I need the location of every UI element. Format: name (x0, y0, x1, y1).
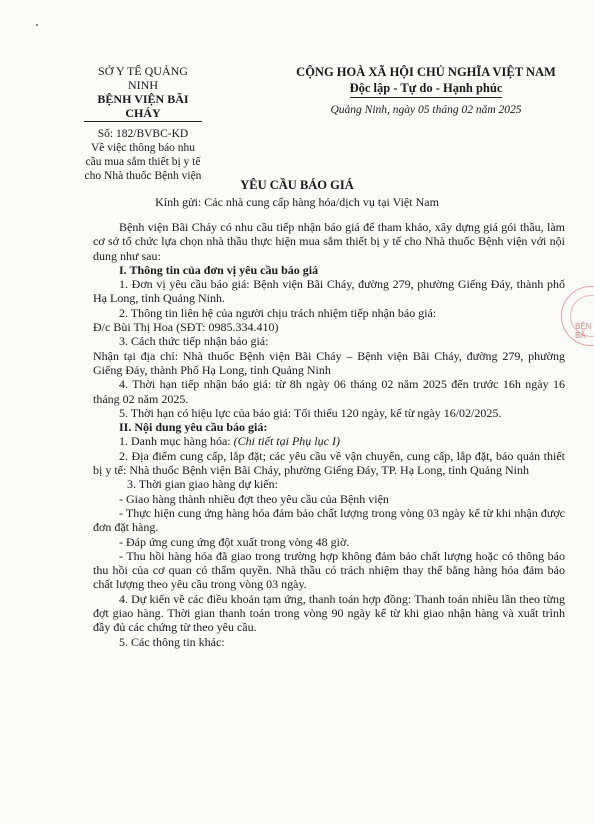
delivery-bullet-4: - Thu hồi hàng hóa đã giao trong trường hợp không đảm bảo chất lượng hoặc có thông báo thu hồi của cơ quan có thẩm quyền. Nhà thầu có trách nhiệm thay thế bằng hàng hóa đảm bảo chất lượng theo yêu cầu trong vòng 03 ngày. (93, 548, 565, 592)
national-header (278, 64, 574, 118)
section-1-item-2: 2. Thông tin liên hệ của người chịu trách nhiệm tiếp nhận báo giá: (119, 305, 437, 320)
contact-person: Đ/c Bùi Thị Hoa (SĐT: 0985.334.410) (93, 320, 279, 335)
document-number: Số: 182/BVBC-KD (97, 128, 189, 140)
seal-stamp-text: BỆN BÃ (575, 322, 592, 340)
scan-speck (36, 24, 38, 26)
national-motto: Độc lập - Tự do - Hạnh phúc (350, 80, 503, 98)
intro-paragraph: Bệnh viện Bãi Cháy có nhu cầu tiếp nhận báo giá để tham khảo, xây dựng giá gói thầu, làm cơ sở tổ chức lựa chọn nhà thầu thực hiện mua sắm thiết bị y tế cho Nhà thuốc Bệnh viện với nội dung như sau: (93, 220, 565, 263)
section-1-item-4: 4. Thời hạn tiếp nhận báo giá: từ 8h ngày 06 tháng 02 năm 2025 đến trước 16h ngày 16 tháng 02 năm 2025. (93, 377, 565, 406)
section-1-item-3: 3. Cách thức tiếp nhận báo giá: (119, 334, 269, 349)
section-1-item-1: 1. Đơn vị yêu cầu báo giá: Bệnh viện Bãi Cháy, đường 279, phường Giếng Đáy, thành phố Hạ Long, tỉnh Quảng Ninh. (93, 277, 565, 306)
issuer-block (84, 64, 202, 183)
nation-title: CỘNG HOÀ XÃ HỘI CHỦ NGHĨA VIỆT NAM (296, 65, 556, 79)
parent-org: SỞ Y TẾ QUẢNG NINH (98, 64, 188, 92)
section-2-item-4: 4. Dự kiến về các điều khoản tạm ứng, thanh toán hợp đồng: Thanh toán nhiều lần theo từng đợt giao hàng. Thời gian thanh toán trong vòng 90 ngày kể từ khi giao nhận hàng và xuất trình đầy đủ các chứng từ theo yêu cầu. (93, 591, 565, 635)
section-2-item-2: 2. Địa điểm cung cấp, lắp đặt; các yêu cầu về vận chuyển, cung cấp, lắp đặt, bảo quản thiết bị y tế: Nhà thuốc Bệnh viện Bãi Cháy, phường Giếng Đáy, TP. Hạ Long, tỉnh Quảng Ninh (93, 448, 565, 478)
issue-date: Quảng Ninh, ngày 05 tháng 02 năm 2025 (330, 104, 522, 116)
issuing-org: BỆNH VIỆN BÃI CHÁY (84, 92, 202, 122)
section-2-item-5: 5. Các thông tin khác: (119, 634, 225, 649)
delivery-bullet-2: - Thực hiện cung ứng hàng hóa đảm bảo chất lượng trong vòng 03 ngày kể từ khi nhận được đơn đặt hàng. (93, 505, 565, 535)
section-2-heading: II. Nội dung yêu cầu báo giá: (119, 420, 268, 435)
section-2-item-3: 3. Thời gian giao hàng dự kiến: (127, 477, 278, 492)
section-1-item-5: 5. Thời hạn có hiệu lực của báo giá: Tối thiểu 120 ngày, kể từ ngày 16/02/2025. (119, 405, 502, 420)
section-2-item-1 (93, 434, 565, 448)
document-body (93, 220, 565, 649)
delivery-bullet-3: - Đáp ứng cung ứng đột xuất trong vòng 48 giờ. (119, 534, 350, 549)
document-subject: Về việc thông báo nhu cầu mua sắm thiết bị y tế cho Nhà thuốc Bệnh viện (84, 142, 202, 182)
receiving-address: Nhận tại địa chỉ: Nhà thuốc Bệnh viện Bãi Cháy – Bệnh viện Bãi Cháy, đường 279, phường Giếng Đáy, thành Phố Hạ Long, tỉnh Quảng Ninh (93, 348, 565, 377)
delivery-bullet-1: - Giao hàng thành nhiều đợt theo yêu cầu của Bệnh viện (119, 491, 389, 506)
goods-list-label: 1. Danh mục hàng hóa: (119, 434, 234, 449)
appendix-reference: (Chi tiết tại Phụ lục I) (233, 434, 340, 449)
recipient-line: Kính gửi: Các nhà cung cấp hàng hóa/dịch vụ tại Việt Nam (155, 195, 439, 209)
section-1-heading: I. Thông tin của đơn vị yêu cầu báo giá (119, 262, 319, 277)
document-title: YÊU CẦU BÁO GIÁ (240, 178, 354, 192)
